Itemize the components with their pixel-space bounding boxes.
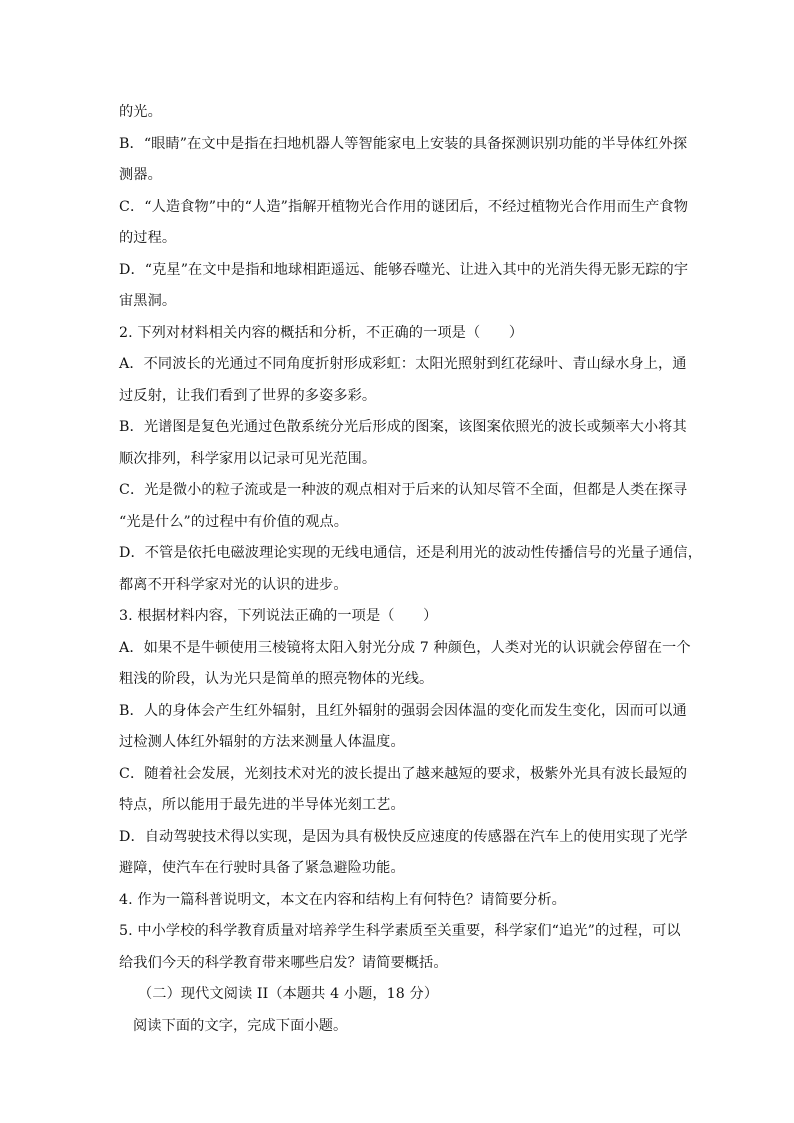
q3-option-c-line-2: 特点，所以能用于最先进的半导体光刻工艺。 xyxy=(119,797,405,813)
question-5-line-2: 给我们今天的科学教育带来哪些启发？请简要概括。 xyxy=(119,955,448,971)
q3-option-a-line-1: A．如果不是牛顿使用三棱镜将太阳入射光分成 7 种颜色，人类对光的认识就会停留在一个 xyxy=(119,640,691,656)
q2-option-d-line-2: 都离不开科学家对光的认识的进步。 xyxy=(119,577,348,593)
q2-option-c-line-1: C．光是微小的粒子流或是一种波的观点相对于后来的认知尽管不全面，但都是人类在探寻 xyxy=(119,482,688,498)
question-4: 4. 作为一篇科普说明文，本文在内容和结构上有何特色？请简要分析。 xyxy=(119,892,566,908)
q2-option-c-line-2: “光是什么”的过程中有价值的观点。 xyxy=(119,514,349,530)
question-5-line-1: 5. 中小学校的科学教育质量对培养学生科学素质至关重要，科学家们“追光”的过程，可以 xyxy=(119,923,681,939)
q3-option-c-line-1: C．随着社会发展，光刻技术对光的波长提出了越来越短的要求，极紫外光具有波长最短的 xyxy=(119,766,688,782)
q2-option-a-line-1: A．不同波长的光通过不同角度折射形成彩虹：太阳光照射到红花绿叶、青山绿水身上，通 xyxy=(119,356,687,372)
question-2: 2. 下列对材料相关内容的概括和分析，不正确的一项是（ ） xyxy=(119,325,524,341)
q3-option-d-line-2: 避障，使汽车在行驶时具备了紧急避险功能。 xyxy=(119,860,405,876)
reading-instruction: 阅读下面的文字，完成下面小题。 xyxy=(133,1018,348,1034)
question-3: 3. 根据材料内容，下列说法正确的一项是（ ） xyxy=(119,608,438,624)
q3-option-d-line-1: D．自动驾驶技术得以实现，是因为具有极快反应速度的传感器在汽车上的使用实现了光学 xyxy=(119,829,688,845)
option-b-line-2: 测器。 xyxy=(119,167,162,183)
q3-option-b-line-1: B．人的身体会产生红外辐射，且红外辐射的强弱会因体温的变化而发生变化，因而可以通 xyxy=(119,703,687,719)
option-c-line-2: 的过程。 xyxy=(119,230,177,246)
q2-option-b-line-2: 顺次排列，科学家用以记录可见光范围。 xyxy=(119,451,377,467)
q2-option-a-line-2: 过反射，让我们看到了世界的多姿多彩。 xyxy=(119,388,377,404)
q2-option-d-line-1: D．不管是依托电磁波理论实现的无线电通信，还是利用光的波动性传播信号的光量子通信， xyxy=(119,545,702,561)
option-d-line-1: D．“克星”在文中是指和地球相距遥远、能够吞噬光、让进入其中的光消失得无影无踪的宇 xyxy=(119,262,689,278)
q2-option-b-line-1: B．光谱图是复色光通过色散系统分光后形成的图案，该图案依照光的波长或频率大小将其 xyxy=(119,419,687,435)
q3-option-a-line-2: 粗浅的阶段，认为光只是简单的照亮物体的光线。 xyxy=(119,671,434,687)
option-b-line-1: B．“眼睛”在文中是指在扫地机器人等智能家电上安装的具备探测识别功能的半导体红外探 xyxy=(119,136,688,152)
option-c-line-1: C．“人造食物”中的“人造”指解开植物光合作用的谜团后，不经过植物光合作用而生产食物 xyxy=(119,199,689,215)
option-a-continuation: 的光。 xyxy=(119,104,162,120)
section-title: （二）现代文阅读 II（本题共 4 小题，18 分） xyxy=(138,986,439,1002)
q3-option-b-line-2: 过检测人体红外辐射的方法来测量人体温度。 xyxy=(119,734,405,750)
option-d-line-2: 宙黑洞。 xyxy=(119,293,177,309)
